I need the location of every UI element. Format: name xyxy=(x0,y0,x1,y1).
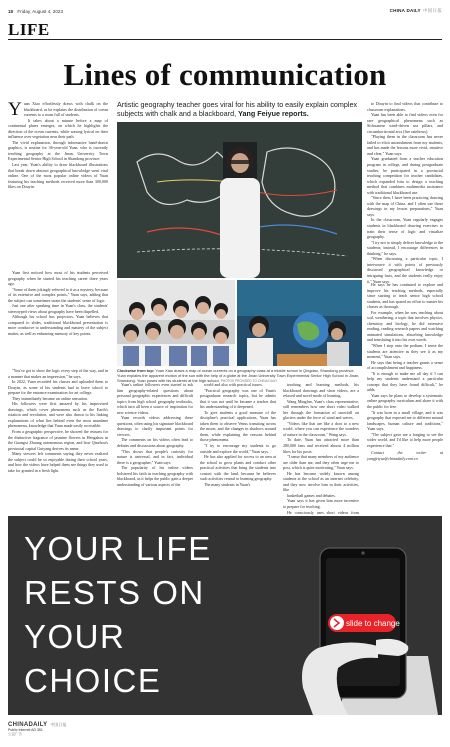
article-paragraph: The popularity of his online videos bolstered his faith in teaching geography with blackboard, as it helps the public gain a deeper understanding of various aspects of the xyxy=(117,465,193,487)
photo-students xyxy=(117,280,235,366)
column-4-text xyxy=(200,382,276,487)
article-paragraph: "It was born in a small village, and it was geography that exposed me to different natural landscapes, human culture and traditions," Yuan says. xyxy=(367,409,443,432)
hand-phone-illustration xyxy=(258,528,438,715)
article-paragraph: In the classroom, Yuan regularly engages students in blackboard drawing exercises to train their sense of logic and visualize geography. xyxy=(367,217,443,240)
phone-slide-text: slide to change xyxy=(346,619,400,628)
article-paragraph: Yuan has been able to find videos even for rare geographical phenomena such as Sichuanese wind-driven sea pillars, and circumhorizontal arcs (fire rainbows). xyxy=(367,112,443,134)
article-paragraph: "When discussing a particular topic, I interweave it with points of previously discussed geographical knowledge or intriguing facts, and the students really enjoy it," Yuan says. xyxy=(367,256,443,284)
column-2-text xyxy=(8,368,108,473)
article-paragraph: "Practical geography was one of Yuan's postgraduate research topics, but he admits that it was not until he became a teacher that his understanding of it deepened. xyxy=(200,387,276,410)
article-paragraph: The vivid explanation, through informative hand-drawn graphics, is routine for 36-year-old Yuan, who is currently teaching geography at the Jinan University Town Experimental Senior High School in Shandong province. xyxy=(8,139,108,162)
column-6-text xyxy=(367,101,443,284)
article-paragraph: to Douyin to find videos that contribute to classroom explanations. xyxy=(367,101,443,112)
ad-line-2: RESTS ON xyxy=(24,574,205,611)
ad-line-3: YOUR xyxy=(24,618,126,655)
header-left xyxy=(8,9,63,14)
article-paragraph: Wang Mingfan, Yuan's class representative, still remembers how one short video walked her through the formation of snowfall on glaciers under the force of wind and waves. xyxy=(283,398,359,421)
article-paragraph: "Playing them in the classroom has never failed to elicit astonishment from my students, and has made the lessons more vivid, intuitive and clear," Yuan says. xyxy=(367,134,443,156)
publication-name-cn: 中国日报 xyxy=(422,8,442,13)
article-paragraph: "This shows that people's curiosity for nature is universal, and in fact, individual there is a geographer," Yuan says. xyxy=(117,448,193,465)
section-rule xyxy=(8,39,442,40)
article-paragraph: "I sense that many members of my audience are older than me, and they often urge me to post, which is quite motivating," Yuan says. xyxy=(283,454,359,471)
photo-blackboard xyxy=(117,122,362,278)
article-paragraph: He says that being a teacher grants a sense of accomplishment and happiness. xyxy=(367,359,443,371)
footer-brand-cn: 中国日报 xyxy=(50,722,67,727)
footer-line-1: Public Internet AD 351 xyxy=(8,728,43,732)
article-paragraph: "Videos like that are like a door to a new world, where you can experience the wonders of nature in the classroom," Wang says. xyxy=(283,420,359,437)
article-paragraph: His followers were first amazed by his improvised drawings, which cover phenomena such as the Earth's rotation and revolution, and were also drawn to his linking explanations of what lies behind even the most mundane phenomena, knowledge that Yuan made easily accessible. xyxy=(8,401,108,429)
article-paragraph: The many students in Yuan's xyxy=(204,481,251,487)
article-paragraph: He consciously uses short videos from xyxy=(287,509,359,515)
article-paragraph: To date, Yuan has attracted more than 280,000 fans and received almost 4 million likes for his posts. xyxy=(283,437,359,454)
article-paragraph: teaching and learning methods, his blackboard drawings and short videos, are a relaxed and novel mode of learning. xyxy=(283,382,359,399)
drop-cap: Y xyxy=(8,99,22,120)
article-paragraph: Many viewers left comments saying they never realized the subject could be so enjoyable during their school years, and how the videos have helped them see things they used to take for granted in a fresh light. xyxy=(8,451,108,473)
article-paragraph: Last year, Yuan's ability to draw blackboard illustrations that break down abstract geographical knowledge went viral online. One of the most popular online videos of Yuan featuring his teaching methods received more than 300,000 likes on Douyin. xyxy=(8,162,108,190)
article-paragraph: uan Xiao effortlessly draws with chalk on the blackboard, as he explains the distribution of ocean currents to a room full of students. xyxy=(23,101,108,118)
deck-text: Artistic geography teacher goes viral for his ability to easily explain complex subjects with chalk and a blackboard, xyxy=(117,100,358,119)
article-paragraph: "You've got to show the logic every step of the way, and in a manner that makes an impression," he says. xyxy=(8,368,108,379)
section-title: LIFE xyxy=(8,20,50,39)
article-paragraph: Yuan's online followers even started to ask him geography-related questions about personal geographic experiences and difficult topics from high school geography textbooks, which turn all been a source of inspiration for new science videos. xyxy=(117,382,193,415)
article-paragraph: "The subject gave me a longing to see the wider world, and I'd like to help more people experience that." xyxy=(367,431,443,448)
footer-line-2: 公益广告 xyxy=(8,732,22,736)
article-paragraph: "Since then, I have been practicing drawing with the map of China, and I often use those drawings in my lesson preparations," Yuan says. xyxy=(367,195,443,217)
article-column-7 xyxy=(367,282,443,509)
article-column-5 xyxy=(283,382,359,515)
article-paragraph: To give students a good measure of the discipline's practical applications, Yuan has taken them to observe Venus transiting across the moon, and the changes in shadows around them, while explaining the reasons behind those phenomena. xyxy=(200,409,276,443)
article-paragraph: "It is enough to make me all day if I can help my students understand a particular concept that they have found difficult," he adds. xyxy=(367,370,443,393)
article-paragraph: Yuan records videos addressing these questions, often using his signature blackboard drawings to clarify important points for viewers. xyxy=(117,415,193,437)
article-paragraph: Although his school has projectors, Yuan believes that compared to slides, traditional blackboard presentation is more conducive to understanding and mastery of the subject matter, as well as enhancing memory of key points. xyxy=(8,314,108,337)
article-paragraph: They immediately became an online sensation. xyxy=(12,395,88,401)
students-illustration xyxy=(117,280,235,366)
article-column-3 xyxy=(117,382,193,509)
article-paragraph: Just one after speaking time in Yuan's class, the students' stereotyped views about geography have been dispelled. xyxy=(8,303,108,314)
page-header xyxy=(8,6,442,16)
article-paragraph: "I try not to simply deliver knowledge to the students; instead, I encourage differences in thinking," he says. xyxy=(367,239,444,256)
article-paragraph: Yuan says he plans to develop a systematic online geography curriculum and share it with the public for free. xyxy=(367,392,443,410)
article-column-1 xyxy=(8,101,108,268)
column-7-text xyxy=(367,282,443,462)
page-number: 18 xyxy=(8,8,14,14)
column-1-text xyxy=(8,101,108,190)
page-footer xyxy=(8,722,442,737)
publication-name xyxy=(390,8,442,14)
article-column-4 xyxy=(200,382,276,509)
caption-lead: Clockwise from top: xyxy=(117,368,155,373)
public-service-ad xyxy=(8,516,442,715)
publication-name-en: CHINA DAILY xyxy=(389,8,421,13)
globe-illustration xyxy=(237,280,362,366)
issue-date: Friday, August 4, 2023 xyxy=(17,8,64,14)
article-paragraph: He has also applied for access to an area at the school to grow plants and conduct other practical activities that bring the students into contact with the land, because he believes such activities central to learning geography. xyxy=(200,454,276,482)
article-deck xyxy=(117,100,359,118)
ad-line-4: CHOICE xyxy=(24,662,162,699)
article-column-1b xyxy=(8,270,108,366)
article-paragraph: From a geographic perspective, he showed the reasons for the distinctive fragrance of jasmine flowers in Hengzhou in the Guangxi Zhuang autonomous region, and how Qinzhou's provincial capital Guiyang derives its name. xyxy=(8,429,108,451)
writer-contact: Contact the writer at yangfeiyue@chinadaily.com.cn xyxy=(367,450,443,461)
article-paragraph: He has become widely known among students at the school as an internet celebrity, and they now involve him in their activities, like xyxy=(283,470,359,493)
ad-line-1: YOUR LIFE xyxy=(24,530,212,567)
article-column-6 xyxy=(367,101,444,284)
caption-text: Yuan Xiao draws a map of ocean currents on a geography class at a middle school in Qingdao, Shandong province. Yuan explains the apparent motion of the sun with the help of a globe at the Jinan University Town Experimental Senior High School in Jinan, Shandong. Yuan poses with his students at the high school. xyxy=(117,368,360,384)
article-paragraph: "When I step onto the podium, I sense the students are attentive as they see it as my moment," Yuan says. xyxy=(367,343,443,360)
headline: Lines of communication xyxy=(63,57,387,92)
article-column-2 xyxy=(8,368,108,506)
photo-globe xyxy=(237,280,362,366)
article-paragraph: It takes about a minute before a map of continental plates emerges, on which he highlights the direction of the ocean currents, while waxing lyrical on their influence over vegetation near their path. xyxy=(8,117,108,140)
footer-brand-en: CHINADAILY xyxy=(8,722,48,728)
article-paragraph: Yuan says it has given him more incentive to prepare for teaching. xyxy=(283,498,359,510)
deck-byline: Yang Feiyue reports. xyxy=(238,109,309,119)
article-paragraph: basketball games and debates. xyxy=(287,492,336,498)
article-paragraph: "I try to encourage my students to go outside and explore the world," Yuan says. xyxy=(200,443,276,454)
article-paragraph: Yuan graduated from a teacher education program in college, and during postgraduate studies, he participated in a provincial teaching competition for teacher candidates, which expanded him to design a teaching method that combines multimedia assistance with traditional blackboard use. xyxy=(367,156,443,195)
column-3-text xyxy=(117,382,193,487)
article-paragraph: For example, when he was teaching about soil, weathering, a topic that involves physics, chemistry and biology, he did extensive reading, reading research papers and watching animated simulations, absorbing knowledge and translating it into his own words. xyxy=(367,309,443,343)
article-paragraph: Yuan first noticed how most of his students perceived geography when he started his teaching career three years ago. xyxy=(8,270,108,287)
article-paragraph: "Some of them jokingly referred to it as a mystery, because of its extensive and complex points," Yuan says, adding that the subject can sometimes strain the students' sense of logic. xyxy=(8,286,108,303)
article-paragraph: In 2022, Yuan recorded his classes and uploaded them to Douyin, as some of his students had to leave school to prepare for the entrance examination for art college. xyxy=(8,379,108,396)
column-1b-text xyxy=(8,270,108,337)
photo-credit: PHOTOS PROVIDED TO CHINA DAILY xyxy=(220,379,278,384)
blackboard-illustration xyxy=(117,122,362,278)
article-paragraph: He says he has continued to explore and improve his teaching methods, especially since starting to teach senior high school students, and has spared no effort to master his classes as thorough. xyxy=(367,282,443,310)
article-paragraph: The comments on his videos often lead to debates and discussions about geography. xyxy=(117,437,193,449)
article-paragraph: world and also with practical issues. xyxy=(204,382,263,387)
